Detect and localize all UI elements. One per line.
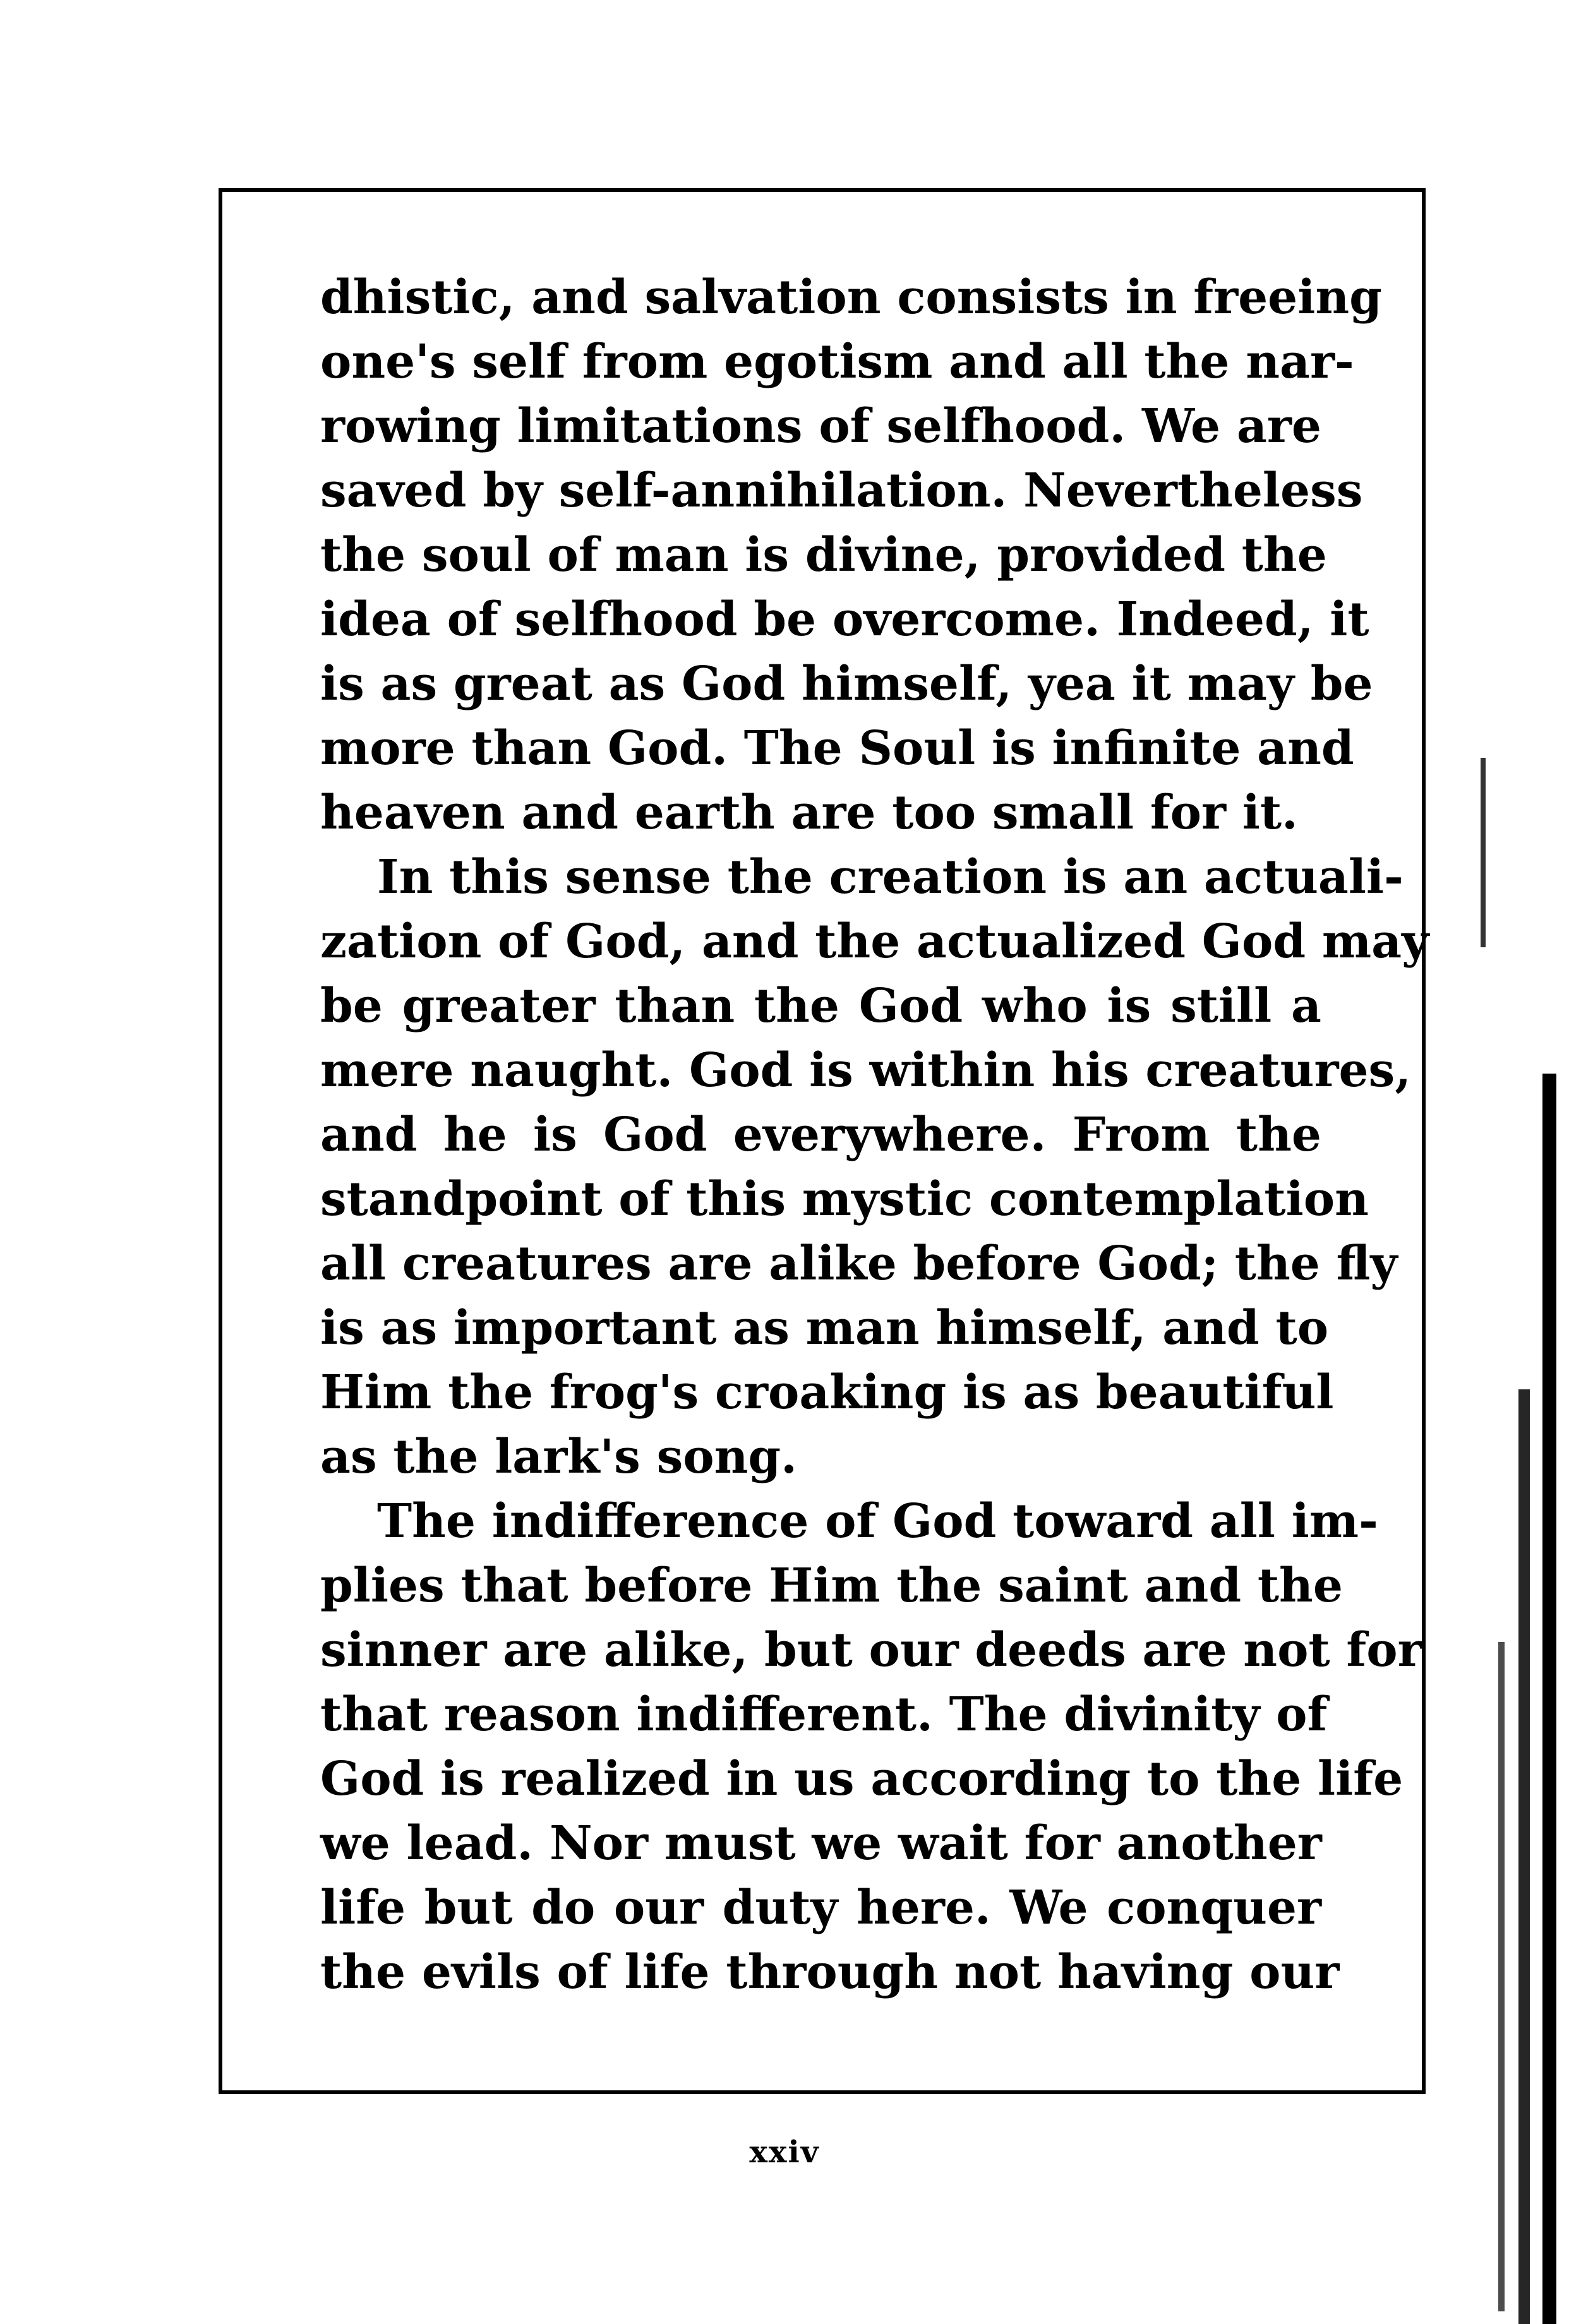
text-line: that reason indifferent. The divinity of [320, 1687, 1328, 1742]
text-line: and he is God everywhere. From the [320, 1108, 1321, 1162]
text-line: the evils of life through not having our [320, 1945, 1340, 1999]
text-line: plies that before Him the saint and the [320, 1559, 1343, 1613]
text-line: we lead. Nor must we wait for another [320, 1816, 1322, 1871]
binding-shadow [1468, 695, 1569, 2324]
text-line: dhistic, and salvation consists in freeing [320, 270, 1382, 325]
text-line: heaven and earth are too small for it. [320, 786, 1298, 840]
text-line: God is realized in us according to the life [320, 1752, 1404, 1806]
text-line: is as great as God himself, yea it may be [320, 657, 1373, 711]
text-line: idea of selfhood be overcome. Indeed, it [320, 592, 1369, 647]
text-line: rowing limitations of selfhood. We are [320, 399, 1321, 453]
text-line: is as important as man himself, and to [320, 1301, 1329, 1355]
text-line: mere naught. God is within his creatures, [320, 1043, 1411, 1098]
text-line: sinner are alike, but our deeds are not for [320, 1623, 1422, 1677]
text-line: more than God. The Soul is infinite and [320, 721, 1354, 776]
text-line: standpoint of this mystic contemplation [320, 1172, 1369, 1226]
text-line: life but do our duty here. We conquer [320, 1881, 1321, 1935]
text-line: as the lark's song. [320, 1430, 797, 1484]
text-line: Him the frog's croaking is as beautiful [320, 1365, 1334, 1420]
body-text [320, 265, 1429, 2004]
text-line: In this sense the creation is an actuali- [377, 850, 1404, 904]
text-line: all creatures are alike before God; the fly [320, 1237, 1398, 1291]
text-line: one's self from egotism and all the nar- [320, 335, 1354, 389]
text-line: the soul of man is divine, provided the [320, 528, 1327, 582]
text-line: zation of God, and the actualized God may [320, 914, 1429, 969]
text-line: The indifference of God toward all im- [377, 1494, 1378, 1548]
text-line: saved by self-annihilation. Nevertheless [320, 464, 1363, 518]
text-line: be greater than the God who is still a [320, 979, 1321, 1033]
page-number: xxiv [749, 2135, 820, 2170]
